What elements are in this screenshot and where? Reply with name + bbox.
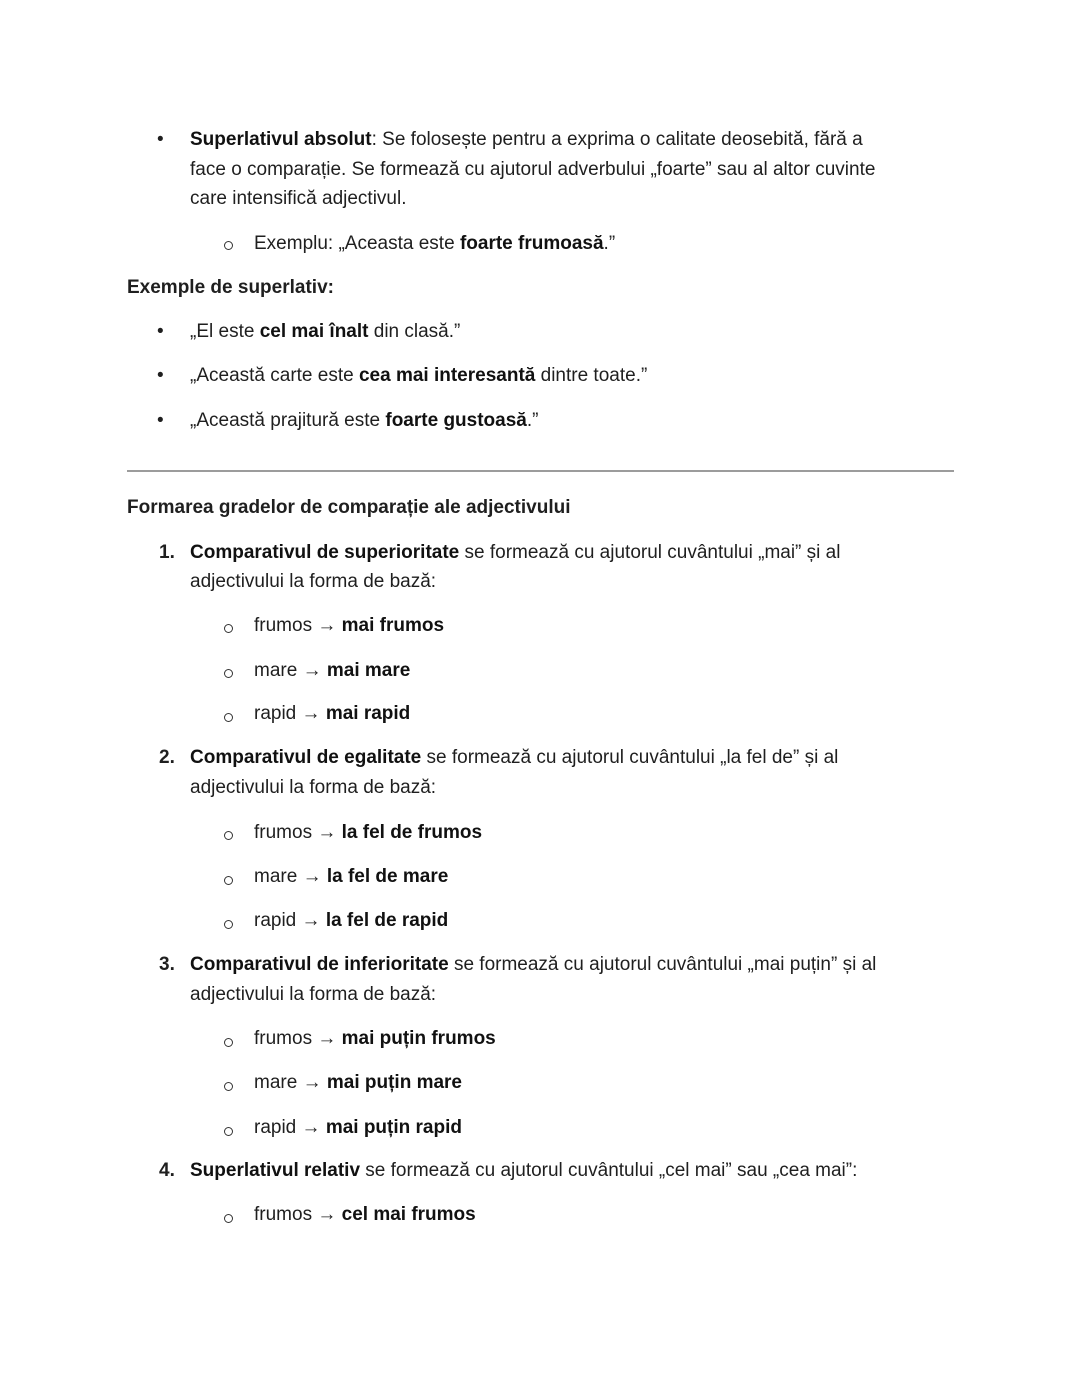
absolut-line-1: Superlativul absolut: Se folosește pentru a exprima o calitate deosebită, fără a — [190, 129, 863, 150]
circle-bullet-icon — [224, 241, 233, 250]
section-1-line-1: Comparativul de superioritate se formează cu ajutorul cuvântului „mai” și al — [190, 542, 841, 563]
circle-bullet-icon — [224, 876, 233, 885]
bullet-dot: • — [157, 410, 164, 431]
section-2-item: mare → la fel de mare — [254, 866, 449, 887]
section-2-line-2: adjectivului la forma de bază: — [190, 777, 437, 798]
circle-bullet-icon — [224, 713, 233, 722]
section-1-line-2: adjectivului la forma de bază: — [190, 571, 437, 592]
circle-bullet-icon — [224, 1214, 233, 1223]
section-1-item: rapid → mai rapid — [254, 703, 411, 724]
section-1-item: frumos → mai frumos — [254, 615, 445, 636]
absolut-line-3: care intensifică adjectivul. — [190, 188, 407, 209]
section-3-item: mare → mai puțin mare — [254, 1072, 463, 1093]
circle-bullet-icon — [224, 1082, 233, 1091]
section-4-line-1: Superlativul relativ se formează cu ajutorul cuvântului „cel mai” sau „cea mai”: — [190, 1160, 858, 1181]
section-2-item: rapid → la fel de rapid — [254, 910, 449, 931]
section-3-line-2: adjectivului la forma de bază: — [190, 984, 437, 1005]
section-2-item: frumos → la fel de frumos — [254, 822, 483, 843]
circle-bullet-icon — [224, 1127, 233, 1136]
example-item-2: „Această carte este cea mai interesantă dintre toate.” — [190, 365, 648, 386]
section-3-item: frumos → mai puțin frumos — [254, 1028, 496, 1049]
horizontal-rule — [127, 470, 954, 472]
section-2-line-1: Comparativul de egalitate se formează cu ajutorul cuvântului „la fel de” și al — [190, 747, 839, 768]
absolut-line-2: face o comparație. Se formează cu ajutorul adverbului „foarte” sau al altor cuvinte — [190, 159, 876, 180]
section-3-line-1: Comparativul de inferioritate se formează cu ajutorul cuvântului „mai puțin” și al — [190, 954, 877, 975]
section-1-item: mare → mai mare — [254, 660, 411, 681]
absolut-term: Superlativul absolut — [190, 129, 372, 150]
section-4-item: frumos → cel mai frumos — [254, 1204, 476, 1225]
examples-heading: Exemple de superlativ: — [127, 277, 334, 298]
circle-bullet-icon — [224, 920, 233, 929]
example-item-1: „El este cel mai înalt din clasă.” — [190, 321, 461, 342]
absolut-example: Exemplu: „Aceasta este foarte frumoasă.” — [254, 233, 616, 254]
circle-bullet-icon — [224, 669, 233, 678]
bullet-dot: • — [157, 129, 164, 150]
example-item-3: „Această prajitură este foarte gustoasă.” — [190, 410, 539, 431]
circle-bullet-icon — [224, 831, 233, 840]
section-number: 3. — [159, 954, 175, 975]
bullet-dot: • — [157, 321, 164, 342]
formation-heading: Formarea gradelor de comparație ale adjectivului — [127, 497, 571, 518]
section-number: 2. — [159, 747, 175, 768]
section-number: 4. — [159, 1160, 175, 1181]
circle-bullet-icon — [224, 624, 233, 633]
bullet-dot: • — [157, 365, 164, 386]
circle-bullet-icon — [224, 1038, 233, 1047]
section-3-item: rapid → mai puțin rapid — [254, 1117, 462, 1138]
section-number: 1. — [159, 542, 175, 563]
